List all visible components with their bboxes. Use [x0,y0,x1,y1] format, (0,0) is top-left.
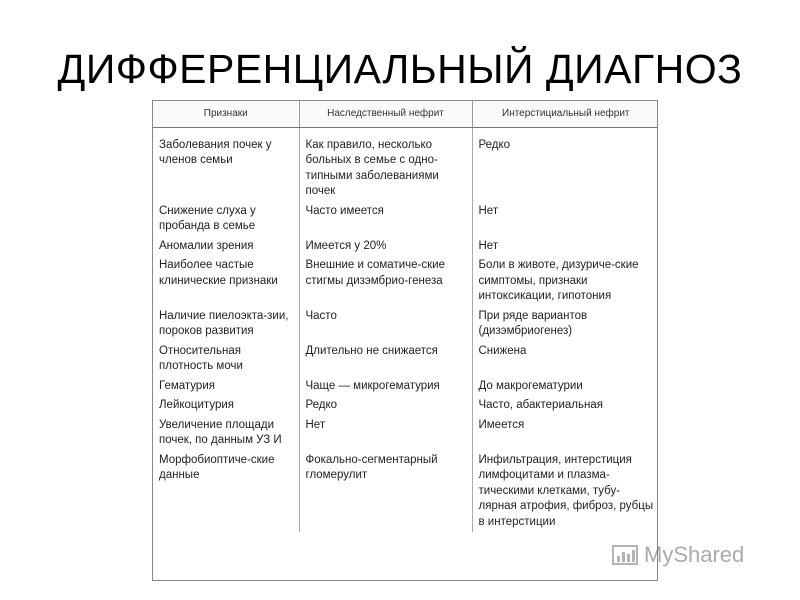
myshared-watermark [612,540,762,570]
table-row [153,237,658,257]
table-row [153,416,658,451]
differential-diagnosis-table [152,100,658,581]
table-row [153,307,658,342]
hereditary-cell: Длительно не снижается [299,342,472,377]
interstitial-cell: Боли в животе, дизуриче-ские симптомы, признаки интоксикации, гипотония [478,259,639,302]
hereditary-cell: Редко [299,396,472,416]
sign-cell: Заболевания почек у членов семьи [153,127,299,202]
hereditary-cell: Часто имеется [299,202,472,237]
interstitial-cell: Имеется [478,418,525,431]
hereditary-cell: Имеется у 20% [299,237,472,257]
header-hereditary-nephritis: Наследственный нефрит [299,101,472,127]
table-row [153,377,658,397]
sign-cell: Морфобиоптиче-ские данные [153,451,299,533]
interstitial-cell: Часто, абактериальная [478,399,603,411]
sign-cell: Наличие пиелоэкта-зии, пороков развития [153,307,299,342]
header-signs: Признаки [153,101,299,127]
table-body [153,127,658,532]
header-interstitial-nephritis: Интерстициальный нефрит [472,101,658,127]
table-row [153,396,658,416]
table-row [153,451,658,533]
table-header-row [153,101,658,127]
hereditary-cell: Часто [299,307,472,342]
table-row [153,127,658,202]
myshared-logo-icon [612,542,640,568]
interstitial-cell: При ряде вариантов (дизэмбриогенез) [478,309,588,337]
sign-cell: Гематурия [153,377,299,397]
hereditary-cell: Нет [299,416,472,451]
watermark-text: MyShared [644,542,745,567]
interstitial-cell: Нет [478,239,499,252]
hereditary-cell: Чаще — микрогематурия [299,377,472,397]
slide-title: ДИФФЕРЕНЦИАЛЬНЫЙ ДИАГНОЗ [57,46,743,92]
hereditary-cell: Как правило, несколько больных в семье с одно-типными заболеваниями почек [299,127,472,202]
interstitial-cell: Снижена [478,344,527,357]
interstitial-cell: Нет [478,204,499,217]
hereditary-cell: Внешние и соматиче-ские стигмы дизэмбрио-генеза [299,256,472,307]
sign-cell: Лейкоцитурия [153,396,299,416]
interstitial-cell: Инфильтрация, интерстиция лимфоцитами и плазма-тическими клетками, тубу-лярная атрофия, фиброз, рубцы в интерстиции [478,453,654,528]
interstitial-cell: Редко [478,138,511,151]
hereditary-cell: Фокально-сегментарный гломерулит [299,451,472,533]
sign-cell: Увеличение площади почек, по данным УЗ И [153,416,299,451]
interstitial-cell: До макрогематурии [478,379,583,392]
sign-cell: Аномалии зрения [153,237,299,257]
sign-cell: Наиболее частые клинические признаки [153,256,299,307]
sign-cell: Снижение слуха у пробанда в семье [153,202,299,237]
table-row [153,256,658,307]
sign-cell: Относительная плотность мочи [153,342,299,377]
table-row [153,342,658,377]
table-row [153,202,658,237]
comparison-table [153,101,658,532]
